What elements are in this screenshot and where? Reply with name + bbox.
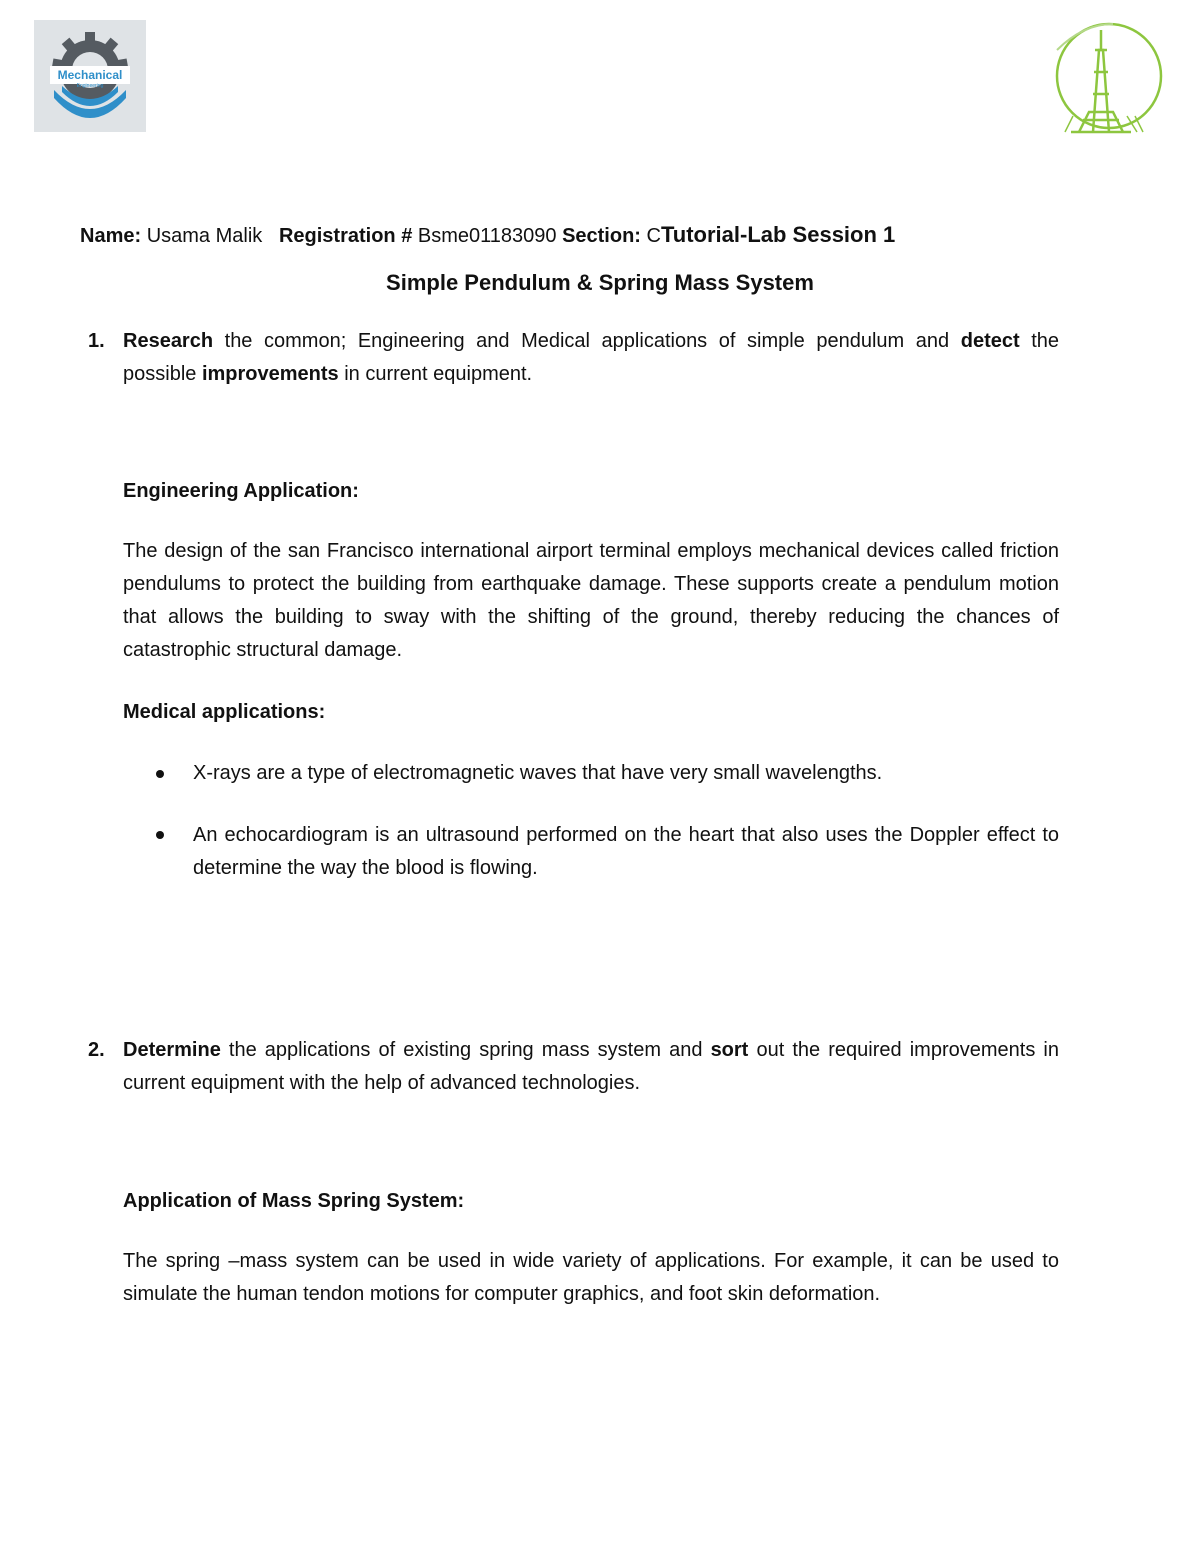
section-label: Section: [562, 225, 641, 247]
minar-monument-logo [1043, 20, 1167, 135]
keyword-research: Research [123, 330, 214, 352]
tower-icon [1043, 20, 1167, 135]
medical-heading: Medical applications: [123, 701, 326, 723]
bullet-icon [156, 770, 164, 778]
spring-heading: Application of Mass Spring System: [123, 1190, 465, 1212]
page-title: Simple Pendulum & Spring Mass System [386, 270, 814, 295]
engineering-heading: Engineering Application: [123, 480, 359, 502]
student-info-line [80, 222, 895, 249]
registration-value: Bsme01183090 [412, 225, 557, 247]
gear-icon [34, 20, 146, 132]
engineering-paragraph: The design of the san Francisco international airport terminal employs mechanical devices called friction pendulums to protect the building from earthquake damage. These supports create a pendulum motion that allows the building to sway with the shifting of the ground, thereby reducing the chances of catastrophic structural damage. [123, 540, 1059, 661]
medical-bullet-1: X-rays are a type of electromagnetic waves that have very small wavelengths. [193, 762, 883, 784]
spring-paragraph: The spring –mass system can be used in wide variety of applications. For example, it can be used to simulate the human tendon motions for computer graphics, and foot skin deformation. [123, 1250, 1059, 1305]
medical-bullet-2: An echocardiogram is an ultrasound performed on the heart that also uses the Doppler effect to determine the way the blood is flowing. [193, 824, 1059, 879]
question-1-text: Research the common; Engineering and Medical applications of simple pendulum and detect the possible improvements in current equipment. [123, 330, 1060, 385]
bullet-icon [156, 831, 164, 839]
name-value: Usama Malik [141, 225, 263, 247]
name-label: Name: [80, 225, 142, 247]
question-number-2: 2. [88, 1039, 105, 1061]
section-value: C [640, 225, 661, 247]
question-2-text: Determine the applications of existing spring mass system and sort out the required improvements in current equipment with the help of advanced technologies. [123, 1039, 1059, 1094]
logo-text: Mechanical [57, 68, 123, 82]
keyword-improvements: improvements [201, 363, 339, 385]
mechanical-engineering-logo [34, 20, 146, 132]
keyword-detect: detect [960, 330, 1020, 352]
keyword-sort: sort [710, 1039, 749, 1061]
question-number-1: 1. [88, 330, 105, 352]
keyword-determine: Determine [123, 1039, 221, 1061]
logo-subtext: Engineering [76, 83, 104, 89]
registration-label: Registration # [278, 225, 413, 247]
session-label: Tutorial-Lab Session 1 [660, 222, 896, 247]
